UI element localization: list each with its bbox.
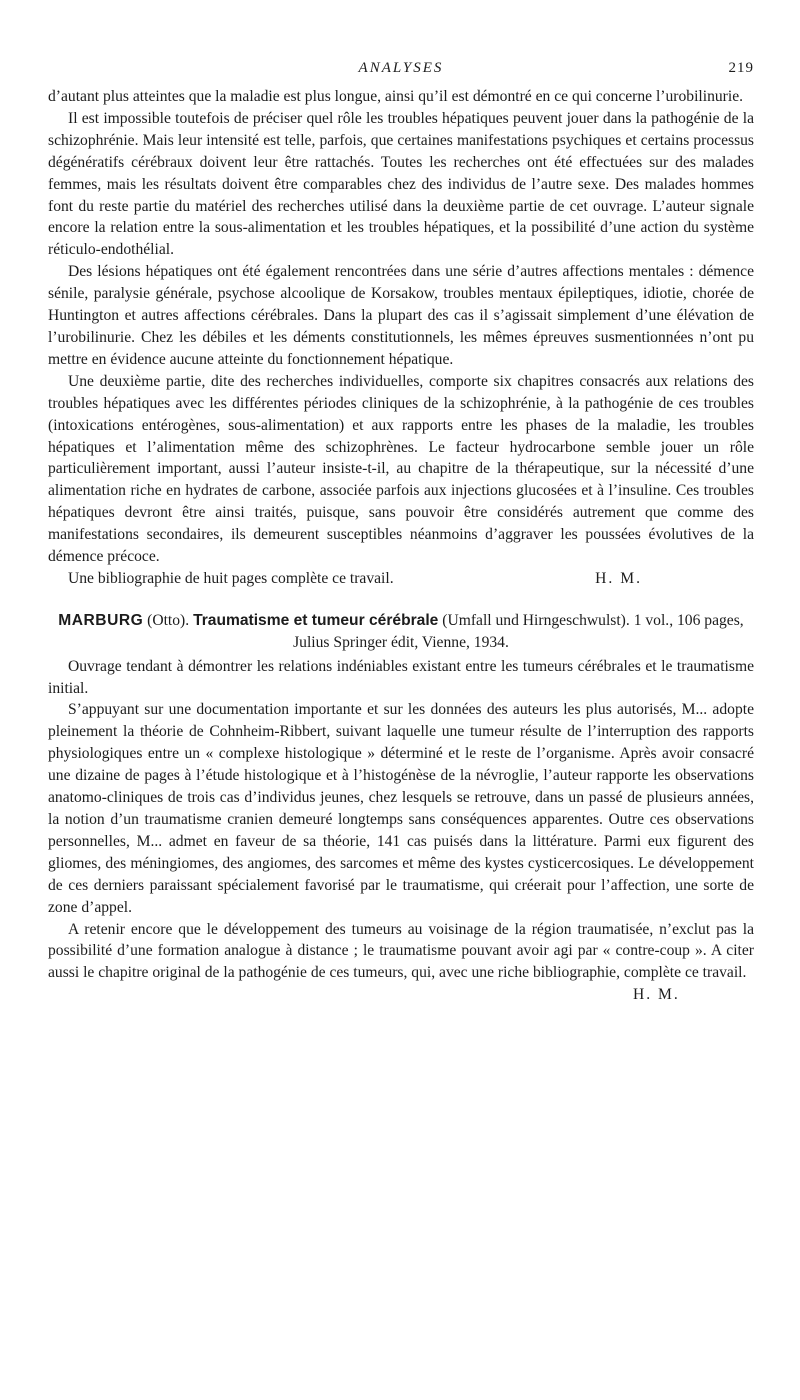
book-author-first-name: (Otto). xyxy=(147,611,190,629)
book-publication-info: 1 vol., 106 pages, Julius Springer édit, Vienne, 1934. xyxy=(293,611,744,651)
review-paragraph: S’appuyant sur une documentation importante et sur les données des auteurs les plus autorisés, M... adopte pleinement la théorie de Cohnheim-Ribbert, suivant laquelle une tumeur résulte de l’interruption des rapports physiologiques entre un « complexe histologique » déterminé et le reste de l’organisme. Après avoir consacré une dizaine de pages à l’étude histologique et à l’histogénèse de la névroglie, l’auteur rapporte les observations anatomo-cliniques de trois cas d’individus jeunes, chez lesquels se retrouve, dans un passé de plusieurs années, la notion d’un traumatisme cranien demeuré longtemps sans conséquences apparentes. Outre ces observations personnelles, M... admet en faveur de sa théorie, 141 cas puisés dans la littérature. Parmi eux figurent des gliomes, des méningiomes, des angiomes, des sarcomes et même des kystes cysticercosiques. Le développement de ces derniers paraissant spécialement favorisé par le traumatisme, qui créerait pour l’affection, une sorte de zone d’appel. xyxy=(48,701,754,916)
reviewer-signature: H. M. xyxy=(595,569,642,587)
review-paragraph: Ouvrage tendant à démontrer les relations indéniables existant entre les tumeurs cérébrales et le traumatisme initial. xyxy=(48,657,754,697)
book-title: Traumatisme et tumeur cérébrale xyxy=(193,611,439,629)
book-author: MARBURG xyxy=(58,611,144,629)
book-original-title: (Umfall und Hirngeschwulst). xyxy=(442,611,630,629)
review-paragraph: Il est impossible toutefois de préciser quel rôle les troubles hépatiques peuvent jouer dans la pathogénie de la schizophrénie. Mais leur intensité est telle, parfois, que certaines manifestations psychiques et certains processus dégénératifs cérébraux doivent leur être rattachés. Toutes les recherches ont été effectuées sur des malades femmes, mais les résultats doivent être comparables chez des individus de l’autre sexe. Des malades hommes font du reste partie du matériel des recherches utilisé dans la deuxième partie de cet ouvrage. L’auteur signale encore la relation entre la sous-alimentation et les troubles hépatiques, et la possibilité d’une action du système réticulo-endothélial. xyxy=(48,109,754,259)
bibliography-note: Une bibliographie de huit pages complète ce travail. xyxy=(68,569,394,587)
review-entry-heading xyxy=(48,610,754,654)
review-body xyxy=(48,656,754,1007)
journal-page xyxy=(48,60,754,1006)
running-header xyxy=(48,60,754,86)
review-paragraph: Une deuxième partie, dite des recherches individuelles, comporte six chapitres consacrés aux relations des troubles hépatiques avec les différentes périodes cliniques de la schizophrénie, à la pathogénie de ces troubles (intoxications entérogènes, sous-alimentation) et aux rapports entre les phases de la maladie, les troubles hépatiques et l’alimentation même des schizophrènes. Le facteur hydrocarbone semble jouer un rôle particulièrement important, aussi l’auteur insiste-t-il, au chapitre de la thérapeutique, sur la nécessité d’une alimentation riche en hydrates de carbone, associée parfois aux injections glucosées et à l’insuline. Ces troubles hépatiques devront être ainsi traités, puisque, sans pouvoir être considérés autrement que comme des manifestations secondaires, ils demeurent susceptibles néanmoins d’aggraver les poussées évolutives de la démence précoce. xyxy=(48,372,754,566)
review-continuation xyxy=(48,86,754,590)
page-number: 219 xyxy=(728,60,754,76)
review-paragraph: Des lésions hépatiques ont été également rencontrées dans une série d’autres affections mentales : démence sénile, paralysie générale, psychose alcoolique de Korsakow, troubles mentaux épileptiques, idiotie, chorée de Huntington et autres affections cérébrales. Dans la plupart des cas il s’agissait simplement d’une élévation de l’urobilinurie. Chez les débiles et les déments constitutionnels, les mêmes épreuves susmentionnées n’ont pu mettre en évidence aucune atteinte du fonctionnement hépatique. xyxy=(48,263,754,368)
review-paragraph: A retenir encore que le développement des tumeurs au voisinage de la région traumatisée, n’exclut pas la possibilité d’une formation analogue à distance ; le traumatisme pouvant avoir agi par « contre-coup ». A citer aussi le chapitre original de la pathogénie de ces tumeurs, qui, avec une riche bibliographie, complète ce travail. xyxy=(48,920,754,982)
review-closing-line xyxy=(48,568,754,590)
running-title: ANALYSES xyxy=(358,60,444,76)
reviewer-signature: H. M. xyxy=(633,986,680,1004)
review-paragraph: d’autant plus atteintes que la maladie est plus longue, ainsi qu’il est démontré en ce qui concerne l’urobilinurie. xyxy=(48,88,744,105)
